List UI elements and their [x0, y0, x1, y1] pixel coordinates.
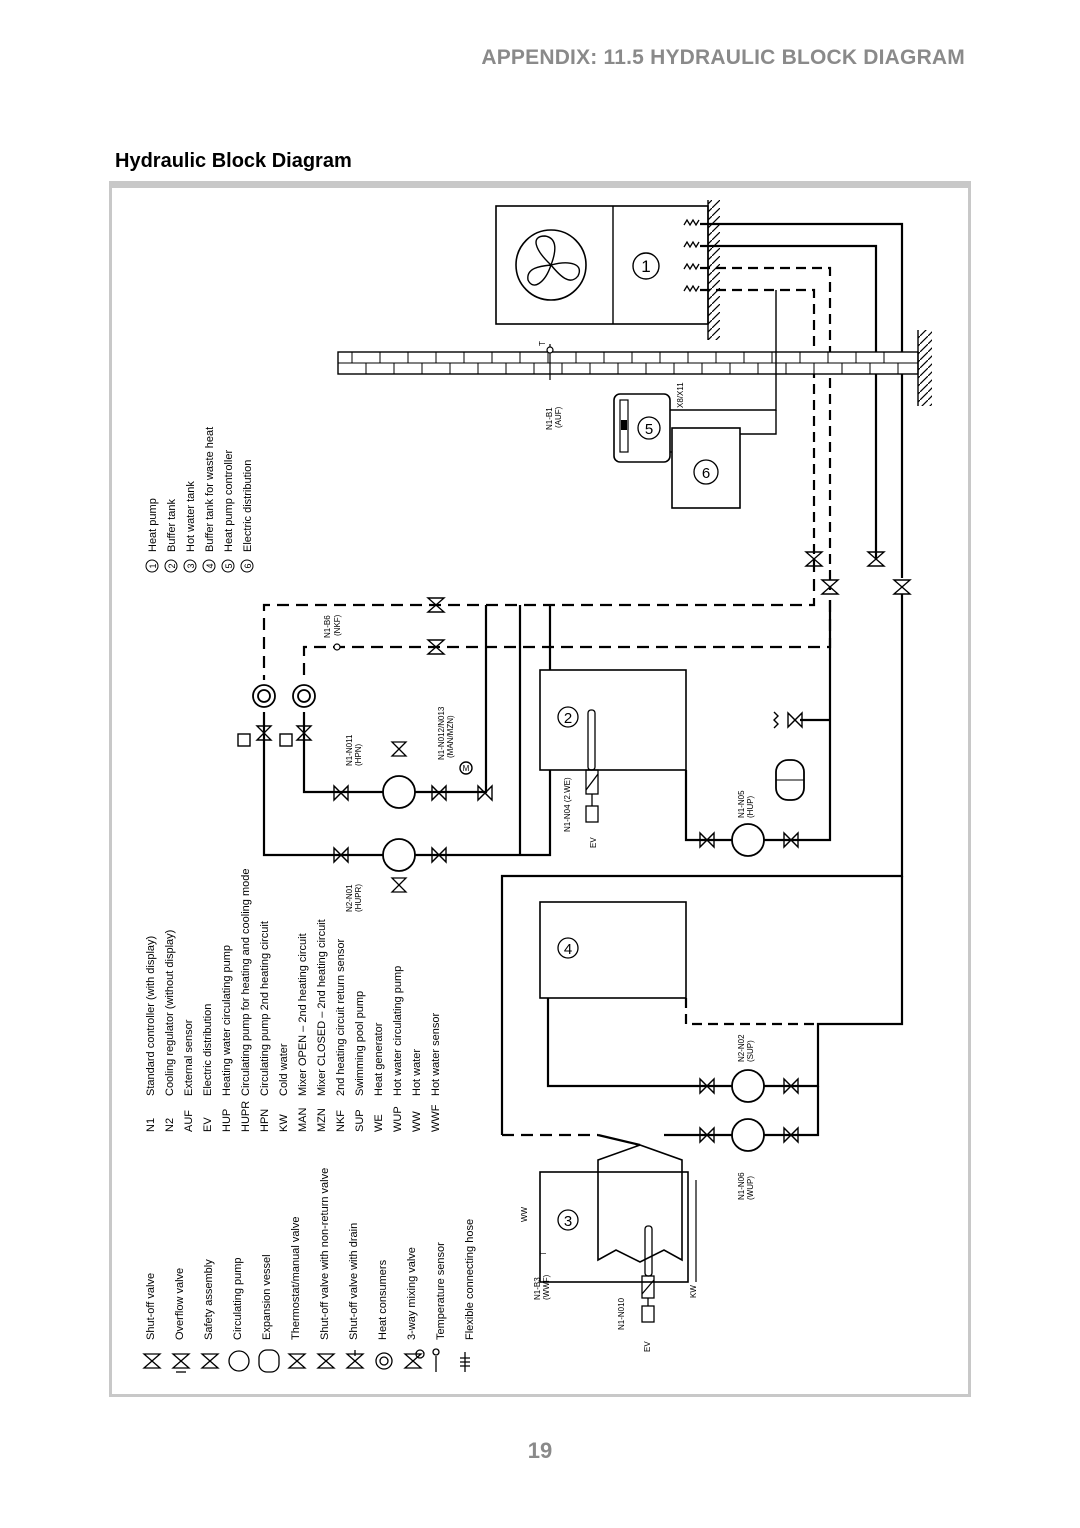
legend-num-1: 1: [148, 563, 158, 569]
legend-label-buffer-tank: Buffer tank: [166, 499, 178, 552]
thermostat-valve-icon: [289, 1354, 305, 1368]
safety-assembly-icon: [202, 1354, 218, 1368]
abbreviation-legend: [145, 869, 442, 1132]
label-ev-2: EV: [643, 1341, 652, 1352]
legend-label-waste-heat: Buffer tank for waste heat: [204, 426, 216, 552]
label-n1-n010: N1-N010: [617, 1297, 626, 1330]
label-n1-b6: N1-B6: [323, 615, 332, 638]
heat-consumer-icon: [376, 1353, 392, 1369]
label-wup: (WUP): [746, 1176, 755, 1200]
abbr-label: Swimming pool pump: [354, 990, 366, 1096]
label-m: M: [462, 764, 470, 773]
heat-pump-controller: [614, 394, 670, 462]
abbr-code: KW: [278, 1114, 290, 1132]
safety-assembly-icon: [774, 712, 802, 728]
abbr-code: WW: [411, 1111, 423, 1132]
abbr-code: HUP: [221, 1108, 233, 1132]
label-t-2: T: [539, 1251, 548, 1256]
abbr-label: Circulating pump 2nd heating circuit: [259, 921, 271, 1096]
shut-off-valve-icon: [144, 1354, 160, 1368]
circulating-pump-icon: [732, 824, 764, 856]
abbr-code: N2: [164, 1117, 176, 1132]
label-n1-b3: N1-B3: [533, 1277, 542, 1300]
symbol-label: 3-way mixing valve: [406, 1247, 418, 1340]
heat-consumer-icon: [253, 685, 315, 707]
label-n2-n01: N2-N01: [345, 884, 354, 912]
abbr-code: MAN: [297, 1107, 309, 1132]
abbr-label: Hot water sensor: [430, 1012, 442, 1096]
symbol-label: Temperature sensor: [435, 1242, 447, 1340]
heat-pump-lines: [700, 224, 902, 590]
circulating-pump-icon: [732, 1070, 764, 1102]
legend-label-hot-water-tank: Hot water tank: [185, 481, 197, 552]
label-n2-n02: N2-N02: [737, 1034, 746, 1062]
ground-hatching: [708, 200, 720, 340]
heat-generator-element: [642, 1276, 654, 1322]
abbr-code: WE: [373, 1114, 385, 1132]
label-t: T: [538, 341, 547, 346]
symbol-label: Overflow valve: [174, 1267, 186, 1340]
label-ev-1: EV: [589, 837, 598, 848]
label-n1-n012: N1-N012/N013: [437, 706, 446, 760]
label-x8: X8/X11: [676, 382, 685, 408]
buffer-tank: [540, 670, 686, 770]
abbr-label: Standard controller (with display): [145, 935, 157, 1096]
abbr-label: Mixer CLOSED – 2nd heating circuit: [316, 919, 328, 1096]
section-title: Hydraulic Block Diagram: [115, 150, 352, 172]
label-hpn: (HPN): [354, 743, 363, 766]
non-return-valve-icon: [318, 1354, 334, 1368]
label-n1-n05: N1-N05: [737, 790, 746, 818]
symbol-label: Heat consumers: [377, 1259, 389, 1340]
label-n1-b1: N1-B1: [545, 407, 554, 430]
flexible-hose-icon: [460, 1352, 470, 1372]
waste-heat-buffer-tank: [540, 902, 686, 998]
symbol-label: Safety assembly: [203, 1259, 215, 1340]
shut-off-valve-icon: [806, 552, 910, 594]
label-nkf: (NKF): [333, 614, 342, 636]
legend-num-5: 5: [224, 563, 234, 569]
abbr-code: AUF: [183, 1110, 195, 1132]
abbr-label: Electric distribution: [202, 1003, 214, 1096]
circulating-pump-icon: [383, 776, 415, 871]
numbered-legend: [146, 427, 254, 572]
abbr-label: Heat generator: [373, 1022, 385, 1096]
label-hupr: (HUPR): [354, 884, 363, 912]
symbol-label: Circulating pump: [232, 1257, 244, 1340]
legend-label-heat-pump: Heat pump: [147, 498, 159, 552]
num-label-1: 1: [641, 257, 651, 276]
abbr-label: 2nd heating circuit return sensor: [335, 938, 347, 1096]
thermostat-valve-icon: [238, 726, 311, 746]
heat-generator-element: [586, 770, 598, 822]
abbr-code: NKF: [335, 1110, 347, 1132]
expansion-vessel-icon: [259, 1350, 279, 1372]
symbol-label: Shut-off valve with non-return valve: [319, 1167, 331, 1340]
legend-num-3: 3: [186, 563, 196, 569]
abbr-label: Circulating pump for heating and cooling mode: [240, 868, 252, 1096]
symbol-label: Thermostat/manual valve: [290, 1216, 302, 1340]
circulating-pump-icon: [229, 1351, 249, 1371]
num-label-2: 2: [563, 710, 573, 727]
mixing-valve-icon: [405, 1350, 424, 1368]
label-man-mzn: (MAN/MZN): [446, 715, 455, 758]
abbr-label: Cold water: [278, 1043, 290, 1096]
drain-valve-icon: [347, 1350, 363, 1368]
hup-circuit-lines: [686, 720, 830, 840]
symbol-label: Shut-off valve with drain: [348, 1222, 360, 1340]
label-n1-n011: N1-N011: [345, 734, 354, 766]
temperature-sensor-icon: [433, 1349, 439, 1372]
legend-num-2: 2: [167, 563, 177, 569]
abbr-label: Hot water circulating pump: [392, 965, 404, 1096]
legend-label-electric: Electric distribution: [242, 459, 254, 552]
overflow-valve-icon: [173, 1354, 189, 1372]
appendix-header: APPENDIX: 11.5 HYDRAULIC BLOCK DIAGRAM: [481, 46, 965, 69]
num-label-3: 3: [563, 1213, 573, 1230]
symbol-legend: [145, 1168, 476, 1340]
label-n1-n04: N1-N04 (2.WE): [563, 777, 572, 832]
legend-num-4: 4: [205, 563, 215, 569]
symbol-label: Shut-off valve: [145, 1272, 157, 1340]
legend-label-controller: Heat pump controller: [223, 449, 235, 552]
label-wwf: (WWF): [542, 1274, 551, 1300]
label-sup: (SUP): [746, 1040, 755, 1062]
wup-circuit-lines: [502, 1086, 818, 1145]
num-label-5: 5: [644, 421, 654, 438]
expansion-vessel-icon: [776, 760, 804, 800]
symbol-label: Flexible connecting hose: [464, 1218, 476, 1340]
symbol-label: Expansion vessel: [261, 1254, 273, 1340]
label-hup: (HUP): [746, 795, 755, 818]
abbr-code: N1: [145, 1117, 157, 1132]
label-ww: WW: [520, 1206, 529, 1222]
abbr-label: External sensor: [183, 1019, 195, 1096]
abbr-code: EV: [202, 1117, 214, 1132]
abbr-code: HPN: [259, 1108, 271, 1132]
label-kw: KW: [689, 1285, 698, 1298]
abbr-code: SUP: [354, 1109, 366, 1132]
abbr-code: WUP: [392, 1106, 404, 1132]
abbr-label: Heating water circulating pump: [221, 944, 233, 1096]
abbr-label: Hot water: [411, 1048, 423, 1096]
abbr-code: HUPR: [240, 1100, 252, 1132]
label-n1-n06: N1-N06: [737, 1172, 746, 1200]
hot-water-tank: [540, 1145, 688, 1282]
num-label-4: 4: [563, 941, 573, 958]
shut-off-valve-icon: [334, 598, 446, 862]
num-label-6: 6: [701, 465, 711, 482]
page-number: 19: [527, 1438, 553, 1463]
abbr-code: WWF: [430, 1104, 442, 1132]
circulating-pump-icon: [732, 1119, 764, 1151]
legend-num-6: 6: [243, 563, 253, 569]
abbr-code: MZN: [316, 1108, 328, 1132]
abbr-label: Mixer OPEN – 2nd heating circuit: [297, 933, 309, 1096]
label-auf: (AUF): [554, 406, 563, 428]
heat-pump-unit: [496, 206, 708, 324]
abbr-label: Cooling regulator (without display): [164, 929, 176, 1096]
